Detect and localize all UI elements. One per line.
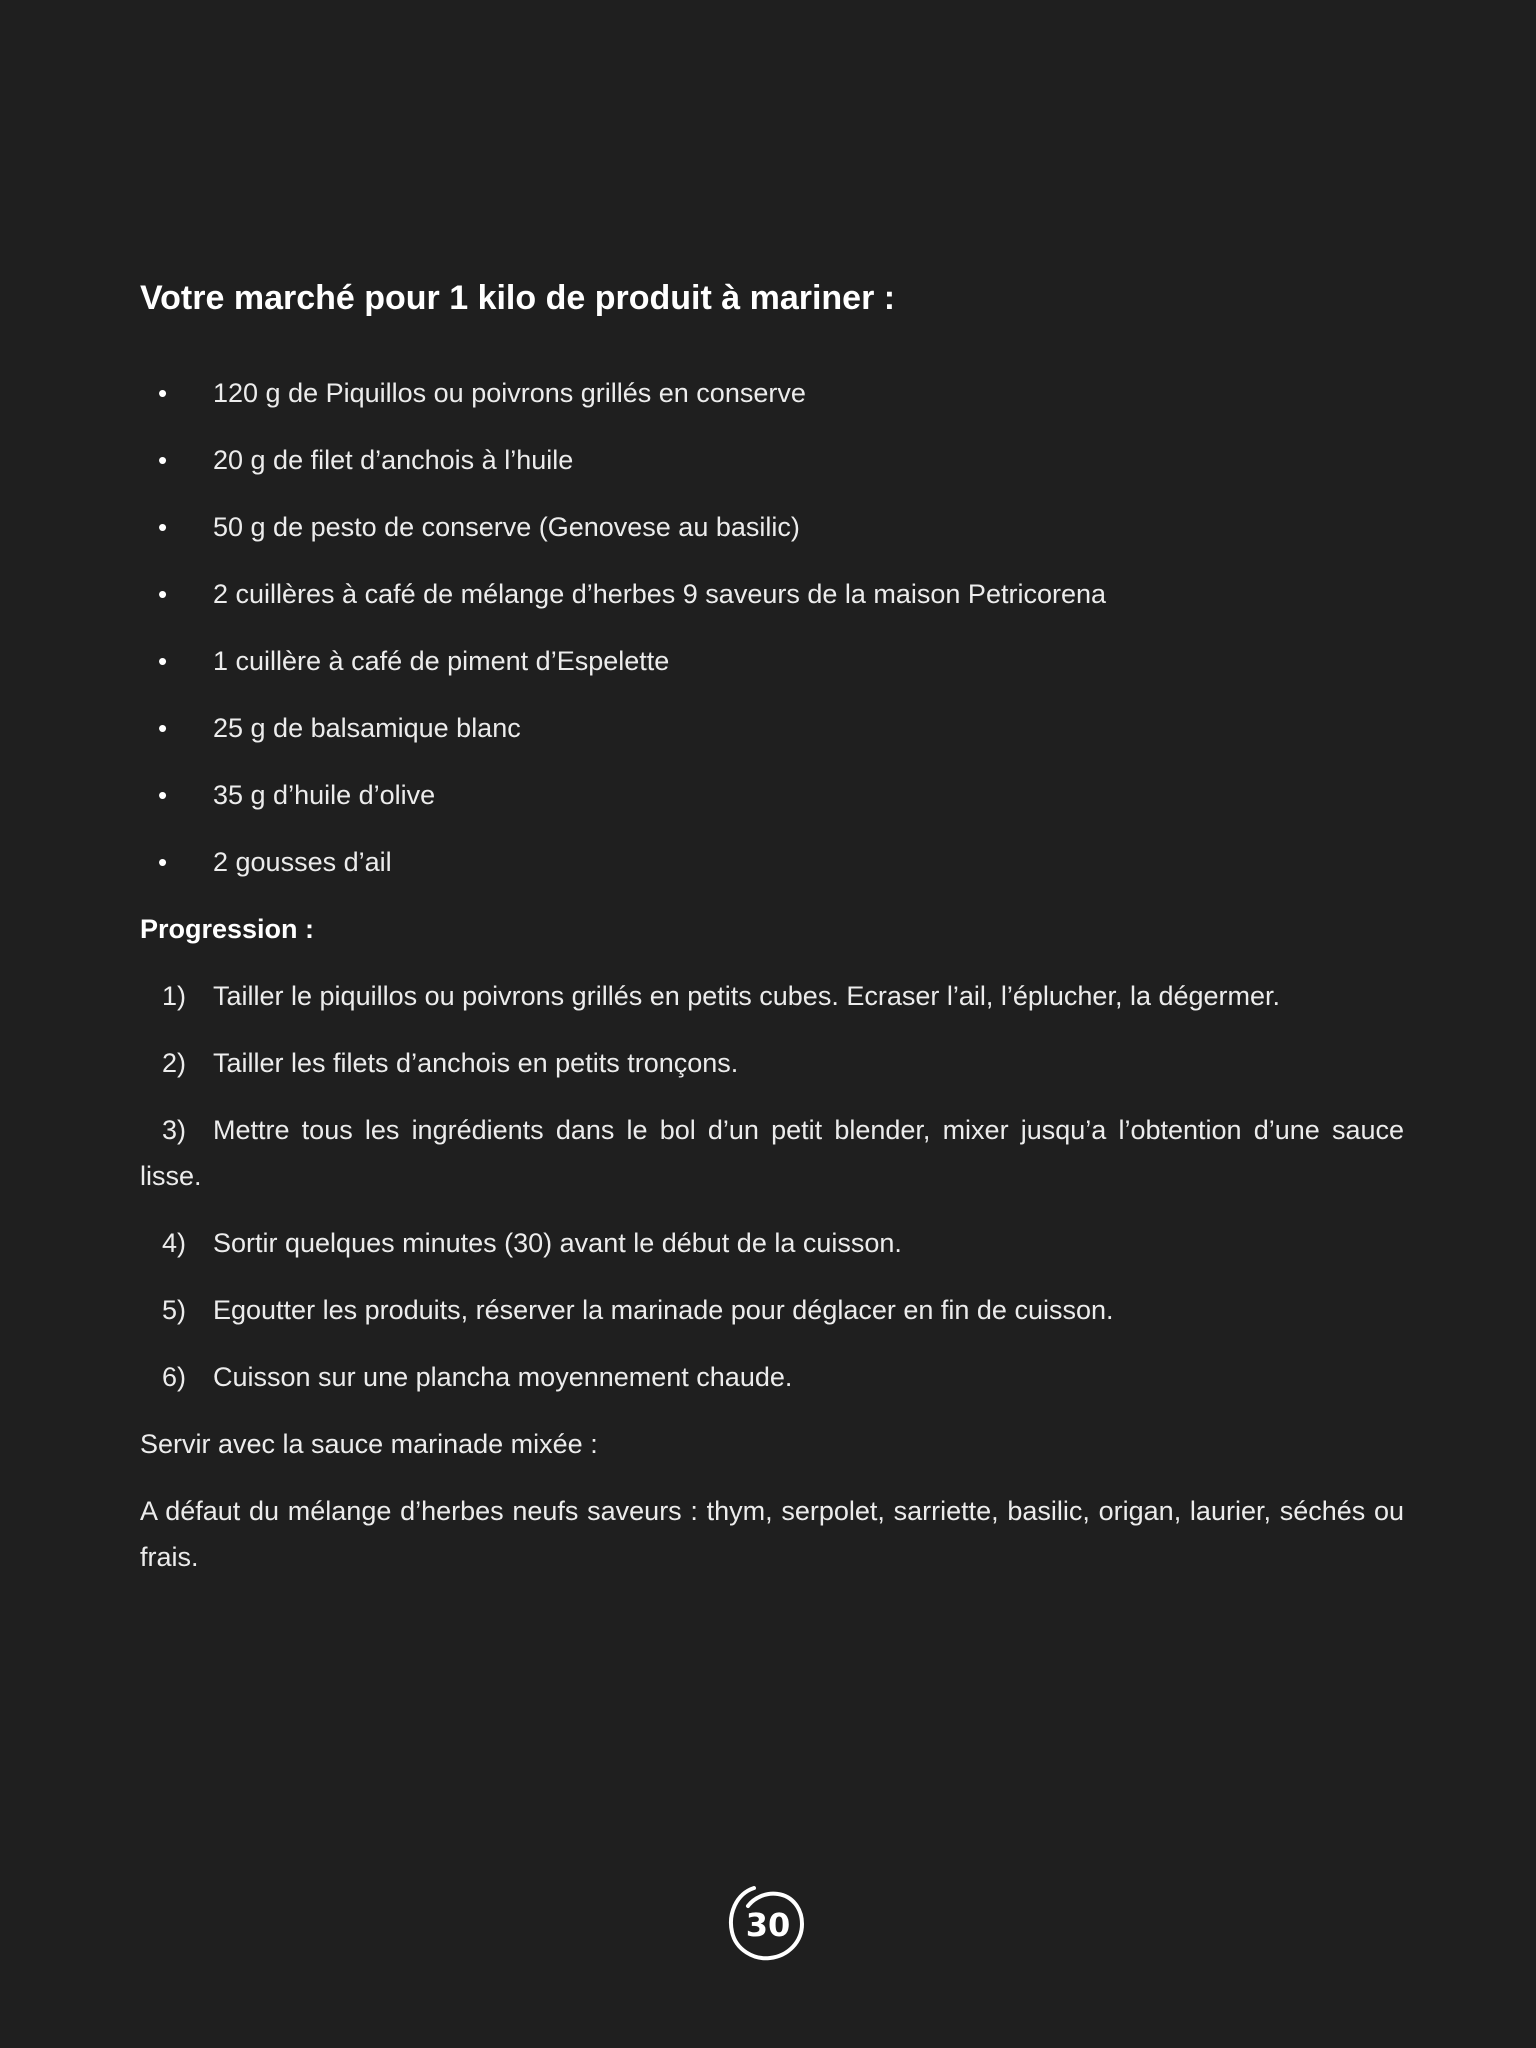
step-number: 3) bbox=[162, 1115, 187, 1145]
recipe-page bbox=[140, 268, 1404, 1601]
step-item bbox=[140, 1354, 1404, 1400]
steps-list bbox=[140, 973, 1404, 1400]
ingredient-text: 2 cuillères à café de mélange d’herbes 9 saveurs de la maison Petricorena bbox=[213, 579, 1107, 609]
page-number-badge bbox=[724, 1880, 808, 1964]
list-item bbox=[140, 360, 1404, 427]
step-text: Sortir quelques minutes (30) avant le début de la cuisson. bbox=[213, 1228, 902, 1258]
step-item bbox=[140, 1107, 1404, 1199]
step-number: 5) bbox=[162, 1295, 187, 1325]
list-item bbox=[140, 427, 1404, 494]
ingredient-text: 35 g d’huile d’olive bbox=[213, 780, 436, 810]
ingredient-text: 20 g de filet d’anchois à l’huile bbox=[213, 445, 574, 475]
page-title: Votre marché pour 1 kilo de produit à mariner : bbox=[140, 279, 896, 317]
ingredient-list bbox=[140, 360, 1404, 896]
ingredient-text: 1 cuillère à café de piment d’Espelette bbox=[213, 646, 670, 676]
bullet-icon: • bbox=[158, 378, 168, 408]
step-text: Tailler le piquillos ou poivrons grillés en petits cubes. Ecraser l’ail, l’éplucher, la dégermer. bbox=[213, 981, 1281, 1011]
bullet-icon: • bbox=[158, 445, 168, 475]
progression-heading: Progression : bbox=[140, 914, 315, 944]
substitute-note: A défaut du mélange d’herbes neufs saveurs : thym, serpolet, sarriette, basilic, origan, laurier, séchés ou frais. bbox=[140, 1496, 1404, 1572]
list-item bbox=[140, 762, 1404, 829]
bullet-icon: • bbox=[158, 579, 168, 609]
step-item bbox=[140, 1220, 1404, 1266]
step-item bbox=[140, 1040, 1404, 1086]
step-number: 1) bbox=[162, 981, 187, 1011]
ingredient-text: 25 g de balsamique blanc bbox=[213, 713, 521, 743]
bullet-icon: • bbox=[158, 847, 168, 877]
bullet-icon: • bbox=[158, 646, 168, 676]
ingredient-text: 2 gousses d’ail bbox=[213, 847, 392, 877]
list-item bbox=[140, 829, 1404, 896]
list-item bbox=[140, 494, 1404, 561]
bullet-icon: • bbox=[158, 780, 168, 810]
ingredient-text: 50 g de pesto de conserve (Genovese au basilic) bbox=[213, 512, 800, 542]
ingredient-text: 120 g de Piquillos ou poivrons grillés en conserve bbox=[213, 378, 806, 408]
bullet-icon: • bbox=[158, 713, 168, 743]
bullet-icon: • bbox=[158, 512, 168, 542]
list-item bbox=[140, 695, 1404, 762]
step-text: Mettre tous les ingrédients dans le bol d’un petit blender, mixer jusqu’a l’obtention d’une sauce lisse. bbox=[140, 1115, 1404, 1191]
step-text: Egoutter les produits, réserver la marinade pour déglacer en fin de cuisson. bbox=[213, 1295, 1114, 1325]
step-item bbox=[140, 1287, 1404, 1333]
page-number: 30 bbox=[745, 1906, 791, 1944]
step-item bbox=[140, 973, 1404, 1019]
step-text: Cuisson sur une plancha moyennement chaude. bbox=[213, 1362, 793, 1392]
step-number: 6) bbox=[162, 1362, 187, 1392]
step-number: 2) bbox=[162, 1048, 187, 1078]
list-item bbox=[140, 561, 1404, 628]
step-text: Tailler les filets d’anchois en petits tronçons. bbox=[213, 1048, 739, 1078]
serve-note: Servir avec la sauce marinade mixée : bbox=[140, 1429, 598, 1459]
step-number: 4) bbox=[162, 1228, 187, 1258]
list-item bbox=[140, 628, 1404, 695]
